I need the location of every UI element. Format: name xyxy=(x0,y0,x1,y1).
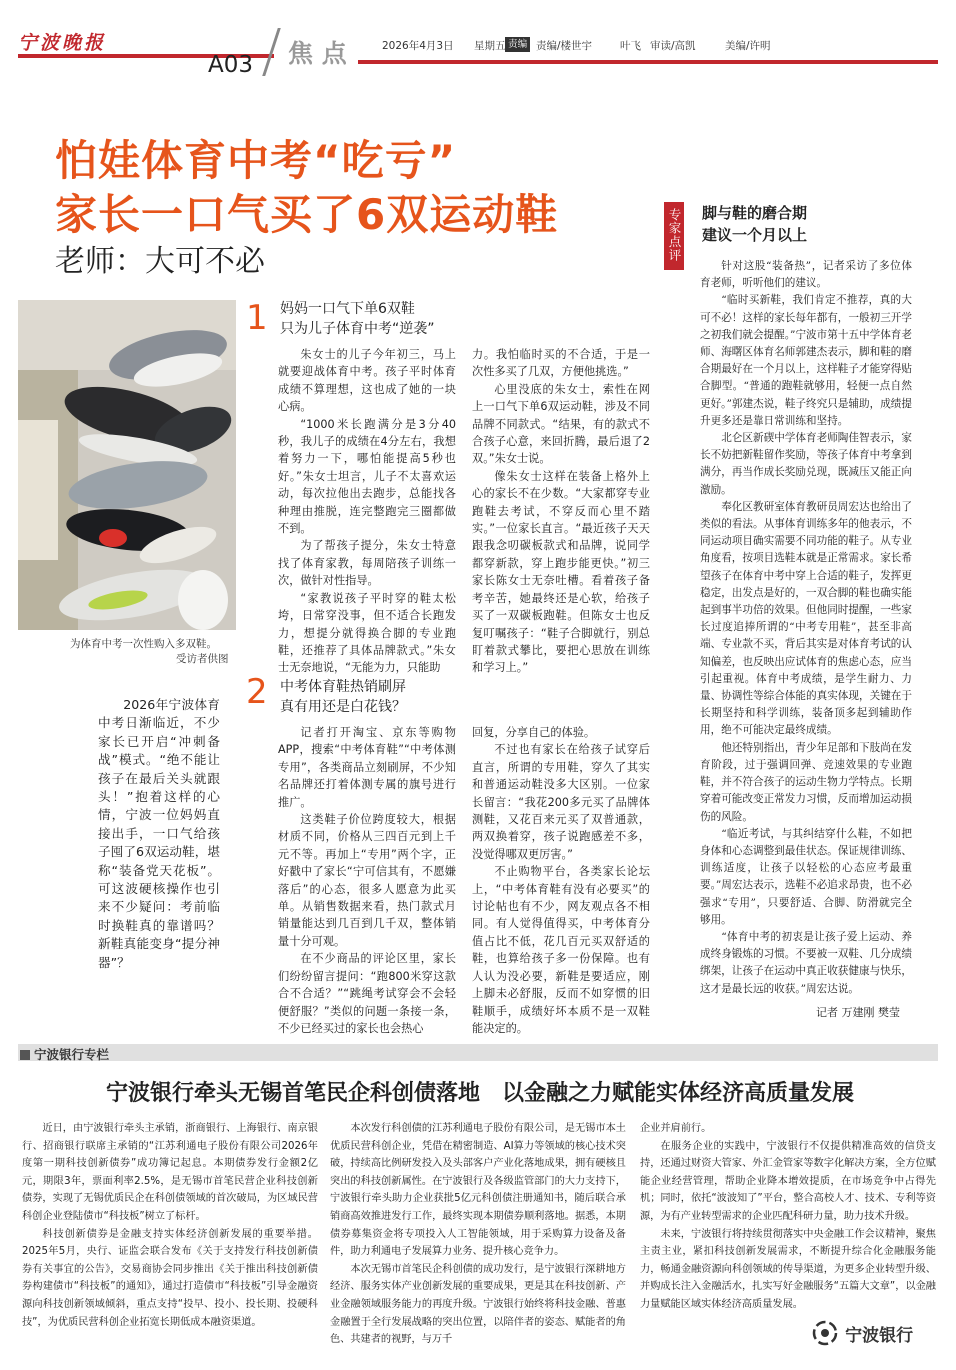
ad-paragraph: 企业并肩前行。 xyxy=(640,1123,712,1134)
s1b-paragraph: 力。我怕临时买的不合适，于是一次性多买了几双，方便他挑选。” xyxy=(472,348,650,379)
expert-paragraph: “体育中考的初衷是让孩子爱上运动、养成终身锻炼的习惯。不要被一双鞋、几分成绩绑架，让孩子在运动中真正收获健康与快乐，这才是最长远的收获。”周宏达说。 xyxy=(700,930,912,995)
section-name: 焦 点 xyxy=(288,39,347,68)
ad-title: 宁波银行牵头无锡首笔民企科创债落地 以金融之力赋能实体经济高质量发展 xyxy=(105,1081,854,1106)
section-1-column-b xyxy=(472,346,650,675)
expert-paragraph: 北仑区新碶中学体育老师陶佳智表示，家长不妨把新鞋留作奖励，等孩子体育中考拿到满分，再当作成长奖励兑现，既减压又能正向激励。 xyxy=(700,432,912,496)
s1a-paragraph: 朱女士的儿子今年初三，马上就要迎战体育中考。孩子平时体育成绩不算理想，这也成了她的一块心病。 xyxy=(278,348,456,414)
header-typesetter: 美编/许明 xyxy=(725,40,771,52)
s1a-paragraph: “家教说孩子平时穿的鞋太松垮，日常穿没事，但不适合长跑发力，想提分就得换合脚的专业跑鞋，还推荐了具体品牌款式。”朱女士无奈地说，“无能为力，只能助 xyxy=(278,591,456,675)
expert-title-2: 建议一个月以上 xyxy=(702,226,808,244)
photo-caption: 为体育中考一次性购入多双鞋。 xyxy=(70,638,217,650)
header-editor: 责编/楼世宇 xyxy=(536,40,593,52)
ad-column-name: 宁波银行专栏 xyxy=(34,1047,110,1062)
bank-logo-icon xyxy=(812,1320,838,1346)
expert-paragraph: 针对这股“装备热”，记者采访了多位体育老师，听听他们的建议。 xyxy=(700,260,912,290)
header-designer: 叶飞 xyxy=(620,40,641,52)
ad-column-3 xyxy=(640,1120,936,1316)
section-1-title-1: 妈妈一口气下单6双鞋 xyxy=(280,301,415,317)
section-2-title-2: 真有用还是白花钱？ xyxy=(280,699,406,715)
s2b-paragraph: 不过也有家长在给孩子试穿后直言，所谓的专用鞋，穿久了其实和普通运动鞋没多大区别。一位家长留言：“我花200多元买了品牌体测鞋，又花百来元买了双普通款，两双换着穿，孩子说跑感差不多，没觉得哪双更厉害。” xyxy=(472,743,650,861)
square-bullet-icon xyxy=(20,1050,30,1060)
s1a-paragraph: “1000米长跑满分是3分40秒，我儿子的成绩在4分左右，我想着努力一下，哪怕能提高5秒也好。”朱女士坦言，儿子不太喜欢运动，每次拉他出去跑步，总能找各种理由推脱，连完整跑完三圈都做不到。 xyxy=(278,417,456,536)
page-number: A03 xyxy=(208,52,254,78)
ad-paragraph: 科技创新债券是金融支持实体经济创新发展的重要举措。2025年5月，央行、证监会联合发布《关于支持发行科技创新债券有关事宜的公告》，交易商协会同步推出《关于推出科技创新债券构建债市“科技板”的通知》，通过打造债市“科技板”引导金融资源向科技创新领域倾斜，重点支持“投早、投小、投长期、投硬科技”，为优质民营科创企业拓宽长期低成本融资渠道。 xyxy=(22,1228,318,1328)
section-1-title-2: 只为儿子体育中考“逆袭” xyxy=(280,321,435,337)
paper-logo: 宁波晚报 xyxy=(18,32,107,54)
header-proofreader: 审读/高凯 xyxy=(650,40,696,52)
expert-paragraph: “临时买新鞋，我们肯定不推荐，真的大可不必！这样的家长每年都有，一般初三开学之初我们就会提醒。”宁波市第十五中学体育老师、海曙区体育名师郭建杰表示，脚和鞋的磨合期最好在一个月以上，这样鞋子才能穿得贴合脚型。“普通的跑鞋就够用，轻便一点自然更好。”郭建杰说，鞋子终究只是辅助，成绩提升更多还是靠日常训练和坚持。 xyxy=(700,294,912,427)
ad-paragraph: 近日，由宁波银行牵头主承销，浙商银行、上海银行、南京银行、招商银行联席主承销的“江苏利通电子股份有限公司2026年度第一期科技创新债券”成功簿记起息。本期债券发行金额2亿元，期限3年，票面利率2.5%，是无锡市首笔民营企业科技创新债券，实现了无锡优质民企在科创债领域的首次破局，为区域民营科创企业登陆债市“科技板”树立了标杆。 xyxy=(22,1123,318,1222)
ad-column-1 xyxy=(22,1120,318,1358)
s1a-paragraph: 为了帮孩子提分，朱女士特意找了体育家教，每周陪孩子训练一次，做针对性指导。 xyxy=(278,539,456,588)
header-date: 2026年4月3日 xyxy=(382,40,454,52)
bank-name: 宁波银行 xyxy=(845,1325,914,1346)
s1b-paragraph: 像朱女士这样在装备上格外上心的家长不在少数。“大家都穿专业跑鞋去考试，不穿反而心里不踏实。”一位家长直言。“最近孩子天天跟我念叨碳板款式和品牌，说同学都穿新款，穿上跑步能更快。”初三家长陈女士无奈吐槽。看着孩子备考辛苦，她最终还是心软，给孩子买了一双碳板跑鞋。但陈女士也反复叮嘱孩子：“鞋子合脚就行，别总盯着款式攀比，要把心思放在训练和学习上。” xyxy=(472,469,650,675)
expert-column-text xyxy=(700,258,912,998)
expert-title-1: 脚与鞋的磨合期 xyxy=(702,204,808,222)
header-weekday: 星期五 xyxy=(474,40,506,52)
expert-tag xyxy=(664,202,684,270)
section-2-title-1: 中考体育鞋热销刷屏 xyxy=(280,679,406,695)
s2b-paragraph: 不止购物平台，各类家长论坛上，“中考体育鞋有没有必要买”的讨论帖也有不少，网友观点各不相同。有人觉得值得买，中考体育分值占比不低，花几百元买双舒适的鞋，也算给孩子多一份保障。也有人认为没必要，新鞋是要适应，刚上脚未必舒服，反而不如穿惯的旧鞋顺手，成绩好坏本质不是一双鞋能决定的。 xyxy=(472,865,650,1035)
expert-paragraph: 他还特别指出，青少年足部和下肢尚在发育阶段，过于强调回弹、竞速效果的专业跑鞋，并不符合孩子的运动生物力学特点。长期穿着可能改变正常发力习惯，反而增加运动损伤的风险。 xyxy=(700,741,912,823)
ad-paragraph: 本次发行科创债的江苏利通电子股份有限公司，是无锡市本土优质民营科创企业，凭借在精密制造、AI算力等领域的核心技术突破，持续高比例研发投入及头部客户产业化落地成果，拥有硬核且突出的科技创新属性。在宁波银行及各级监管部门的大力支持下，宁波银行牵头助力企业获批5亿元科创债注册通知书，随后联合承销商高效推进发行工作，最终实现本期债券顺利落地。据悉，本期债券募集资金将专项投入人工智能领域，用于采购算力设备及备件，助力利通电子发展算力业务、提升核心竞争力。 xyxy=(330,1123,626,1258)
ad-column-label xyxy=(20,1045,109,1063)
s2a-paragraph: 记者打开淘宝、京东等购物APP，搜索“中考体育鞋”“中考体测专用”，各类商品立刻刷屏，不少知名品牌还打着体测专属的旗号进行推广。 xyxy=(278,726,456,809)
section-1-number: 1 xyxy=(246,298,268,338)
lead-paragraph xyxy=(98,696,220,972)
shoes-photo xyxy=(18,300,236,630)
section-2-column-b xyxy=(472,724,650,1035)
header-slash xyxy=(262,28,281,76)
s2a-paragraph: 在不少商品的评论区里，家长们纷纷留言提问：“跑800米穿这款合不合适？”“跳绳考试穿会不会轻便舒服？”类似的问题一条接一条，不少已经买过的家长也会热心 xyxy=(278,952,456,1035)
header-tag: 责编 xyxy=(505,37,530,52)
expert-tag-text: 专家点评 xyxy=(667,208,682,262)
headline-line-1: 怕娃体育中考“吃亏” xyxy=(55,136,457,185)
ad-paragraph: 本次无锡市首笔民企科创债的成功发行，是宁波银行深耕地方经济、服务实体产业创新发展的重要成果，更是其在科技创新、产业金融领域服务能力的再度升级。宁波银行始终将科技金融、普惠金融置于全行发展战略的突出位置，以陪伴者的姿态、赋能者的角色、共建者的视野，与万千 xyxy=(330,1263,626,1346)
ad-column-bar xyxy=(18,1044,938,1061)
masthead xyxy=(0,0,956,80)
header-red-line-right xyxy=(358,60,938,64)
s2a-paragraph: 这类鞋子价位跨度较大，根据材质不同，价格从三四百元到上千元不等。再加上“专用”两个字，正好戳中了家长“宁可信其有，不愿嫌落后”的心态，很多人愿意为此买单。从销售数据来看，热门款式月销量能达到几百到几千双，整体销量十分可观。 xyxy=(278,813,456,948)
section-2-column-a xyxy=(278,724,456,1035)
expert-paragraph: 奉化区教研室体育教研员周宏达也给出了类似的看法。从事体育训练多年的他表示，不同运动项目确实需要不同功能的鞋子。从专业角度看，按项目选鞋本就是正常需求。家长希望孩子在体育中考中穿上合适的鞋子，发挥更稳定，出发点是好的，一双合脚的鞋也确实能起到事半功倍的效果。但他同时提醒，一些家长过度追捧所谓的“中考专用鞋”，甚至非高端、专业款不买，背后其实是对体育考试的认知偏差，也反映出应试体育的焦虑心态，应当引起重视。体育中考成绩，是学生耐力、力量、协调性等综合体能的真实体现，关键在于长期坚持和科学训练，装备顶多起到辅助作用，绝不可能决定最终成绩。 xyxy=(700,500,912,737)
section-2-number: 2 xyxy=(246,672,268,712)
photo-credit: 受访者供图 xyxy=(176,653,229,665)
byline: 记者 万建刚 樊莹 xyxy=(816,1006,900,1019)
ad-column-2 xyxy=(330,1120,626,1358)
ad-paragraph: 未来，宁波银行将持续贯彻落实中央金融工作会议精神，聚焦主责主业，紧扣科技创新发展需求，不断提升综合化金融服务能力，畅通金融资源向科创领域的传导渠道，为更多企业转型升级、并购成长注入金融活水，扎实写好金融服务“五篇大文章”，以金融力量赋能区域实体经济高质量发展。 xyxy=(640,1228,936,1310)
ad-paragraph: 在服务企业的实践中，宁波银行不仅提供精准高效的信贷支持，还通过财资大管家、外汇金管家等数字化解决方案，全方位赋能企业经营管理，帮助企业降本增效提质，在市场竞争中占得先机；同时，依托“波波知了”平台，整合高校人才、技术、专利等资源，为有产业转型需求的企业匹配科研力量，助力技术升级。 xyxy=(640,1140,936,1222)
bank-logo xyxy=(812,1320,913,1350)
expert-paragraph: “临近考试，与其纠结穿什么鞋，不如把身体和心态调整到最佳状态。保证规律训练、训练适度，让孩子以轻松的心态应考最重要。”周宏达表示，选鞋不必追求昂贵，也不必强求“专用”，只要舒适、合脚、防滑就完全够用。 xyxy=(700,827,912,926)
s2b-paragraph: 回复，分享自己的体验。 xyxy=(472,726,596,739)
section-1-column-a xyxy=(278,346,456,675)
lead-text: 2026年宁波体育中考日渐临近，不少家长已开启“冲刺备战”模式。“绝不能让孩子在最后关头就跟头！”抱着这样的心情，宁波一位妈妈直接出手，一口气给孩子囤了6双运动鞋，堪称“装备党天花板”。可这波硬核操作也引来不少疑问：考前临时换鞋真的靠谱吗？新鞋真能变身“提分神器”？ xyxy=(98,697,220,970)
s1b-paragraph: 心里没底的朱女士，索性在网上一口气下单6双运动鞋，涉及不同品牌不同款式。“结果，有的款式不合孩子心意，来回折腾，最后退了2双。”朱女士说。 xyxy=(472,382,650,466)
headline-subtitle: 老师：大可不必 xyxy=(55,244,265,279)
headline-line-2: 家长一口气买了6双运动鞋 xyxy=(55,190,559,239)
shoes-photo-illustration xyxy=(18,300,236,630)
